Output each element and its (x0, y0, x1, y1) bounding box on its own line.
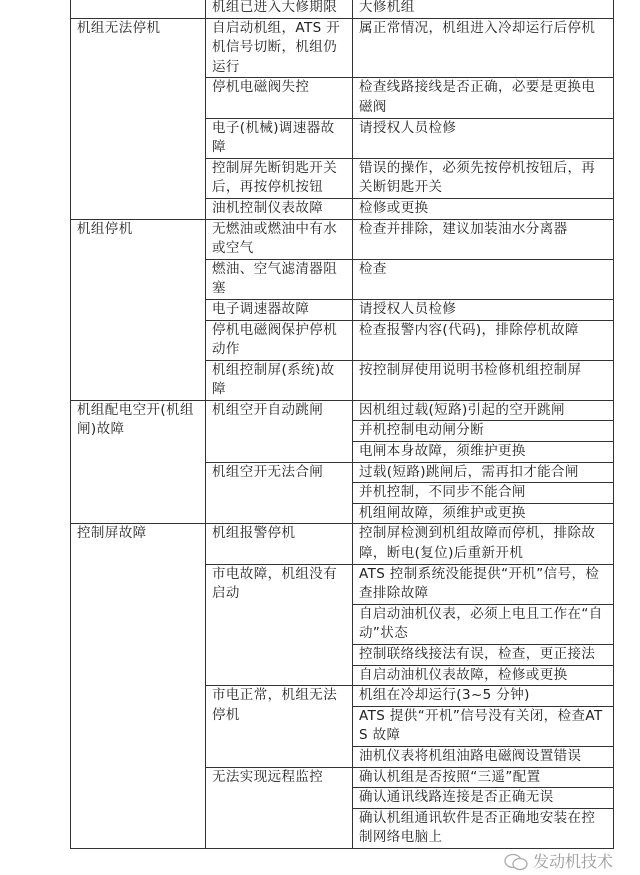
remedy-cell: 按控制屏使用说明书检修机组控制屏 (353, 360, 614, 400)
table-row (71, 524, 614, 564)
fault-cause-cell: 无燃油或燃油中有水或空气 (206, 219, 353, 259)
remedy-cell: 请授权人员检修 (353, 118, 614, 158)
remedy-cell: 控制屏检测到机组故障而停机，排除故障，断电(复位)后重新开机 (353, 524, 614, 564)
fault-cause-cell: 机组空开自动跳闸 (206, 400, 353, 462)
document-body (70, 0, 613, 872)
fault-cause-cell: 电子调速器故障 (206, 299, 353, 320)
remedy-cell: 错误的操作，必须先按停机按钮后，再关断钥匙开关 (353, 158, 614, 198)
fault-cause-cell: 机组控制屏(系统)故障 (206, 360, 353, 400)
remedy-cell: 属正常情况，机组进入冷却运行后停机 (353, 18, 614, 78)
remedy-cell: 油机仪表将机组油路电磁阀设置错误 (353, 746, 614, 767)
remedy-cell: 确认机组通讯软件是否正确地安装在控制网络电脑上 (353, 808, 614, 848)
fault-category-cell: 机组配电空开(机组闸)故障 (71, 400, 206, 524)
remedy-cell: 请授权人员检修 (353, 299, 614, 320)
remedy-cell: 检查线路接线是否正确，必要是更换电磁阀 (353, 78, 614, 118)
fault-category-cell: 机组无法停机 (71, 18, 206, 219)
remedy-cell: ATS 控制系统没能提供“开机”信号，检查排除故障 (353, 564, 614, 604)
fault-cause-cell: 停机电磁阀保护停机动作 (206, 320, 353, 360)
remedy-cell: 检查报警内容(代码)，排除停机故障 (353, 320, 614, 360)
fault-cause-cell: 电子(机械)调速器故障 (206, 118, 353, 158)
wechat-logo-icon (503, 852, 529, 872)
fault-cause-cell: 停机电磁阀失控 (206, 78, 353, 118)
fault-cause-cell: 无法实现远程监控 (206, 767, 353, 848)
remedy-cell: ATS 提供“开机”信号没有关闭，检查ATS 故障 (353, 706, 614, 746)
remedy-cell: 确认通讯线路连接是否正确无误 (353, 788, 614, 809)
troubleshooting-table (70, 0, 614, 849)
remedy-cell: 控制联络线接法有误，检查，更正接法 (353, 645, 614, 666)
remedy-cell: 因机组过载(短路)引起的空开跳闸 (353, 400, 614, 421)
fault-cause-cell: 机组已进入大修期限 (206, 0, 353, 18)
fault-cause-cell: 机组报警停机 (206, 524, 353, 564)
table-row (71, 18, 614, 78)
remedy-cell: 机组在冷却运行(3~5 分钟) (353, 686, 614, 707)
fault-category-cell: 机组停机 (71, 219, 206, 400)
fault-cause-cell: 市电正常，机组无法停机 (206, 686, 353, 767)
remedy-cell: 大修机组 (353, 0, 614, 18)
fault-category-cell (71, 0, 206, 18)
remedy-cell: 并机控制，不同步不能合闸 (353, 483, 614, 504)
remedy-cell: 机组闸故障，须维护或更换 (353, 503, 614, 524)
fault-cause-cell: 控制屏先断钥匙开关后，再按停机按钮 (206, 158, 353, 198)
table-row (71, 219, 614, 259)
remedy-cell: 确认机组是否按照“三遥”配置 (353, 767, 614, 788)
fault-cause-cell: 机组空开无法合闸 (206, 462, 353, 524)
fault-cause-cell: 油机控制仪表故障 (206, 198, 353, 219)
remedy-cell: 检查并排除，建议加装油水分离器 (353, 219, 614, 259)
fault-cause-cell: 市电故障，机组没有启动 (206, 564, 353, 686)
table-row (71, 400, 614, 421)
remedy-cell: 自启动油机仪表，必须上电且工作在“自动”状态 (353, 604, 614, 644)
remedy-cell: 过载(短路)跳闸后，需再扣才能合闸 (353, 462, 614, 483)
watermark-text: 发动机技术 (532, 851, 613, 871)
fault-cause-cell: 自启动机组，ATS 开机信号切断，机组仍运行 (206, 18, 353, 78)
fault-category-cell: 控制屏故障 (71, 524, 206, 849)
table-row (71, 0, 614, 18)
remedy-cell: 检修或更换 (353, 198, 614, 219)
watermark (70, 852, 613, 872)
remedy-cell: 并机控制电动闸分断 (353, 421, 614, 442)
remedy-cell: 自启动油机仪表故障，检修或更换 (353, 665, 614, 686)
remedy-cell: 检查 (353, 259, 614, 299)
fault-cause-cell: 燃油、空气滤清器阻塞 (206, 259, 353, 299)
remedy-cell: 电闸本身故障，须维护更换 (353, 442, 614, 463)
